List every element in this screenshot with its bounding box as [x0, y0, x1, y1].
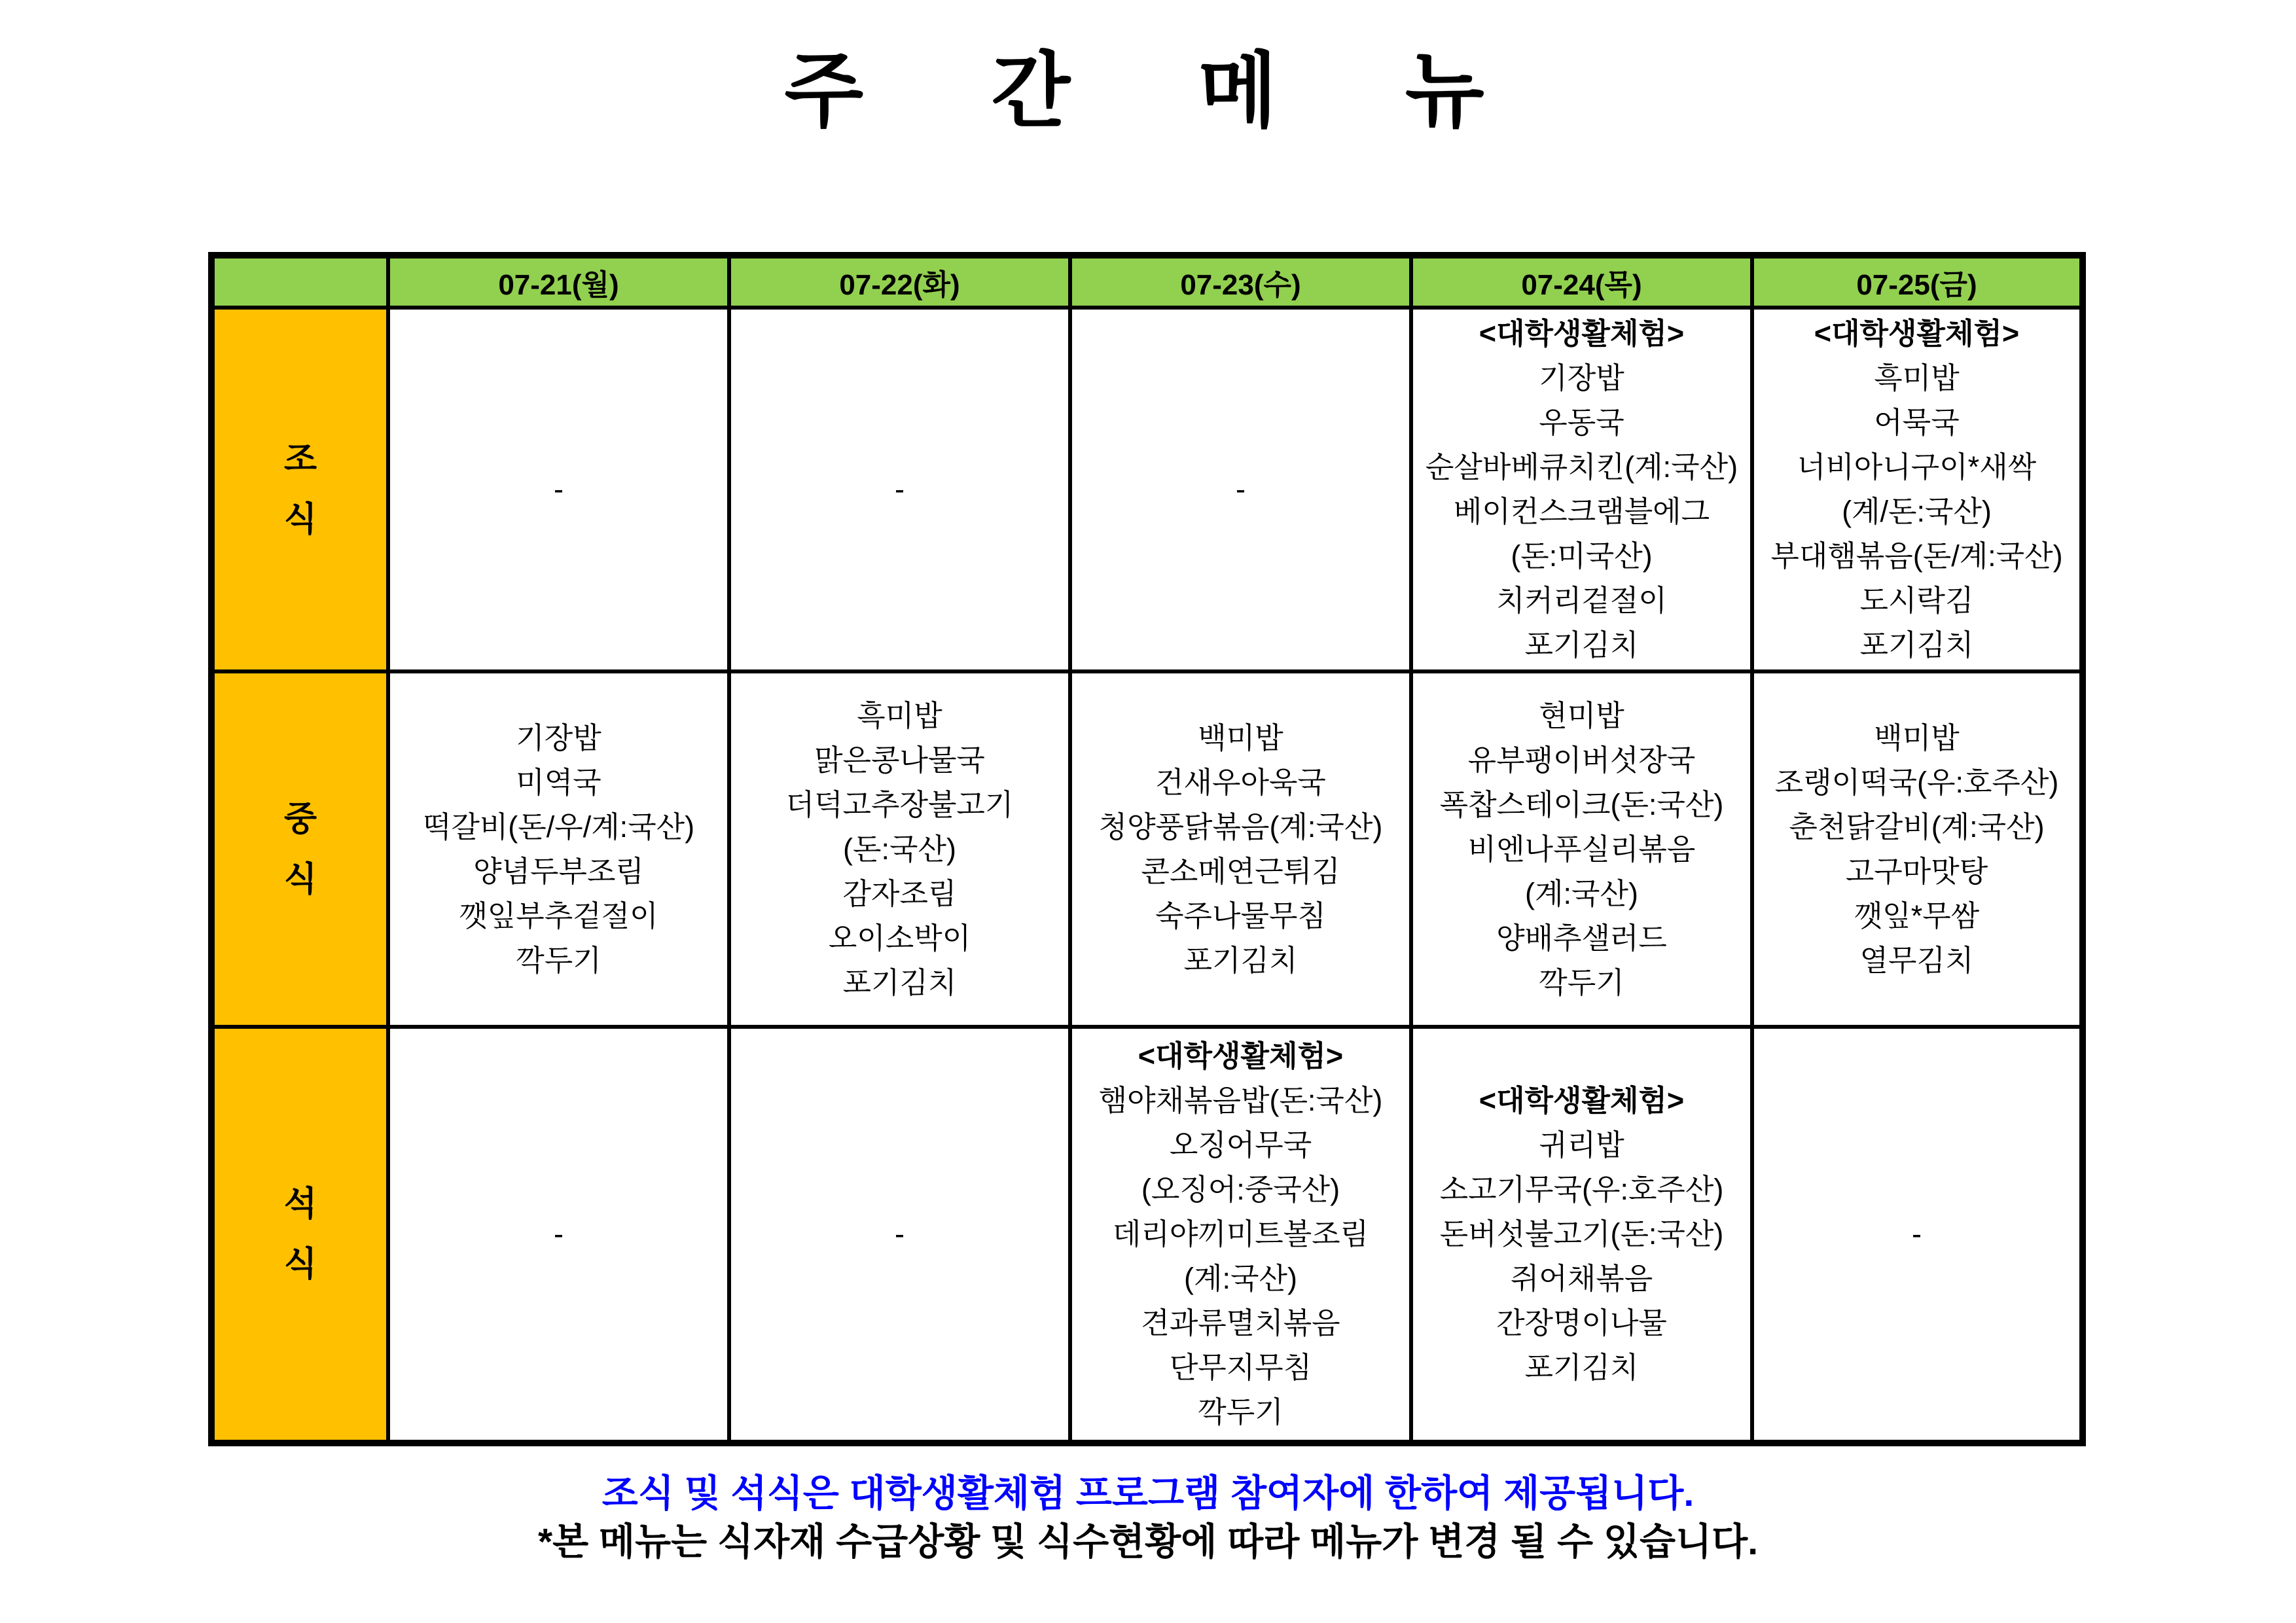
menu-cell-r1-d3: [1413, 673, 1750, 1025]
menu-item: (계/돈:국산): [1842, 495, 1992, 528]
day-header-1: 07-22(화): [731, 259, 1068, 306]
menu-cell-r0-d4: [1754, 310, 2079, 669]
menu-item: 너비아니구이*새싹: [1797, 450, 2037, 484]
meal-row-label-char: 식: [283, 501, 317, 539]
menu-item: 미역국: [516, 765, 601, 799]
meal-row-label-1: [215, 673, 386, 1025]
menu-item: (오징어:중국산): [1141, 1173, 1340, 1206]
menu-item: 깍두기: [516, 943, 601, 977]
menu-item: 양념두부조림: [473, 854, 644, 888]
menu-cell-r2-d4: [1754, 1029, 2079, 1440]
menu-item: 백미밥: [1874, 721, 1960, 755]
menu-item: 부대햄볶음(돈/계:국산): [1770, 539, 2063, 573]
menu-cell-r0-d1: [731, 310, 1068, 669]
menu-program-header: <대학생활체험>: [1814, 317, 2020, 350]
menu-cell-r2-d2: [1072, 1029, 1409, 1440]
menu-cell-r0-d2: [1072, 310, 1409, 669]
menu-item: 소고기무국(우:호주산): [1439, 1173, 1724, 1206]
footer-note-blue: 조식 및 석식은 대학생활체험 프로그램 참여자에 한하여 제공됩니다.: [601, 1472, 1695, 1514]
menu-item: 포기김치: [1524, 1351, 1639, 1384]
menu-item: (돈:미국산): [1511, 539, 1653, 573]
menu-item: -: [554, 473, 564, 506]
weekly-menu-table: [208, 252, 2086, 1446]
menu-item: 깻잎부추겉절이: [459, 899, 658, 933]
menu-program-header: <대학생활체험>: [1479, 317, 1685, 350]
menu-cell-r1-d2: [1072, 673, 1409, 1025]
menu-item: 돈버섯불고기(돈:국산): [1439, 1217, 1724, 1251]
menu-item: 순살바베큐치킨(계:국산): [1425, 450, 1738, 484]
menu-item: 백미밥: [1198, 721, 1283, 755]
menu-item: 우동국: [1539, 406, 1624, 439]
menu-cell-r1-d0: [390, 673, 727, 1025]
day-header-3: 07-24(목): [1413, 259, 1750, 306]
menu-item: 쥐어채볶음: [1510, 1262, 1653, 1295]
menu-item: 도시락김: [1859, 584, 1974, 617]
menu-item: 맑은콩나물국: [814, 743, 985, 777]
menu-item: 데리야끼미트볼조림: [1112, 1217, 1369, 1251]
page-title: 주 간 메 뉴: [784, 46, 1512, 137]
footer-note-black: *본 메뉴는 식자재 수급상황 및 식수현황에 따라 메뉴가 변경 될 수 있습니다.: [537, 1521, 1759, 1563]
menu-item: 유부팽이버섯장국: [1467, 743, 1696, 777]
menu-cell-r2-d1: [731, 1029, 1068, 1440]
menu-item: 춘천닭갈비(계:국산): [1789, 810, 2045, 844]
menu-item: 고구마맛탕: [1845, 854, 1988, 888]
menu-item: -: [895, 1217, 905, 1251]
menu-item: 폭찹스테이크(돈:국산): [1439, 787, 1724, 821]
menu-item: 깍두기: [1198, 1395, 1283, 1429]
menu-item: 콘소메연근튀김: [1141, 854, 1340, 888]
menu-cell-r2-d0: [390, 1029, 727, 1440]
menu-item: 흑미밥: [1874, 361, 1960, 395]
menu-item: 기장밥: [1539, 361, 1624, 395]
menu-item: 견과류멸치볶음: [1141, 1306, 1340, 1340]
menu-item: -: [1912, 1217, 1922, 1251]
menu-item: 베이컨스크램블에그: [1453, 495, 1710, 528]
menu-item: (계:국산): [1525, 876, 1638, 910]
menu-item: 깻잎*무쌈: [1854, 899, 1980, 933]
menu-item: (돈:국산): [843, 832, 956, 866]
menu-item: 흑미밥: [857, 698, 942, 732]
menu-cell-r1-d4: [1754, 673, 2079, 1025]
menu-program-header: <대학생활체험>: [1138, 1039, 1344, 1073]
day-header-4: 07-25(금): [1754, 259, 2079, 306]
menu-item: 청양풍닭볶음(계:국산): [1098, 810, 1383, 844]
menu-item: 단무지무침: [1169, 1351, 1312, 1384]
menu-item: 감자조림: [842, 876, 957, 910]
menu-item: 오징어무국: [1169, 1128, 1312, 1162]
menu-item: 비엔나푸실리볶음: [1467, 832, 1696, 866]
menu-program-header: <대학생활체험>: [1479, 1084, 1685, 1117]
menu-item: 오이소박이: [828, 921, 971, 955]
menu-cell-r0-d3: [1413, 310, 1750, 669]
meal-row-label-char: 석: [283, 1185, 317, 1223]
menu-cell-r2-d3: [1413, 1029, 1750, 1440]
menu-item: -: [895, 473, 905, 506]
day-header-0: 07-21(월): [390, 259, 727, 306]
menu-item: 어묵국: [1874, 406, 1960, 439]
menu-item: 귀리밥: [1539, 1128, 1624, 1162]
meal-row-label-char: 중: [283, 800, 317, 838]
menu-item: 포기김치: [1524, 628, 1639, 662]
meal-row-label-2: [215, 1029, 386, 1440]
menu-item: 현미밥: [1539, 698, 1624, 732]
header-corner-cell: [215, 259, 386, 306]
menu-item: 더덕고추장불고기: [785, 787, 1014, 821]
menu-item: 열무김치: [1859, 943, 1974, 977]
menu-item: 기장밥: [516, 721, 601, 755]
day-header-2: 07-23(수): [1072, 259, 1409, 306]
menu-cell-r1-d1: [731, 673, 1068, 1025]
menu-item: 치커리겉절이: [1496, 584, 1667, 617]
menu-item: 간장명이나물: [1496, 1306, 1667, 1340]
menu-item: 포기김치: [1183, 943, 1298, 977]
menu-item: 조랭이떡국(우:호주산): [1774, 765, 2059, 799]
meal-row-label-0: [215, 310, 386, 669]
menu-item: (계:국산): [1184, 1262, 1297, 1295]
menu-item: 양배추샐러드: [1496, 921, 1667, 955]
menu-item: 햄야채볶음밥(돈:국산): [1098, 1084, 1383, 1117]
meal-row-label-char: 식: [283, 860, 317, 899]
menu-item: 떡갈비(돈/우/계:국산): [422, 810, 695, 844]
menu-item: 건새우아욱국: [1155, 765, 1326, 799]
menu-item: 숙주나물무침: [1155, 899, 1326, 933]
menu-item: -: [1236, 473, 1246, 506]
meal-row-label-char: 조: [283, 440, 317, 478]
menu-item: 깍두기: [1539, 965, 1624, 999]
menu-item: 포기김치: [1859, 628, 1974, 662]
menu-item: -: [554, 1217, 564, 1251]
menu-item: 포기김치: [842, 965, 957, 999]
meal-row-label-char: 식: [283, 1245, 317, 1283]
menu-cell-r0-d0: [390, 310, 727, 669]
